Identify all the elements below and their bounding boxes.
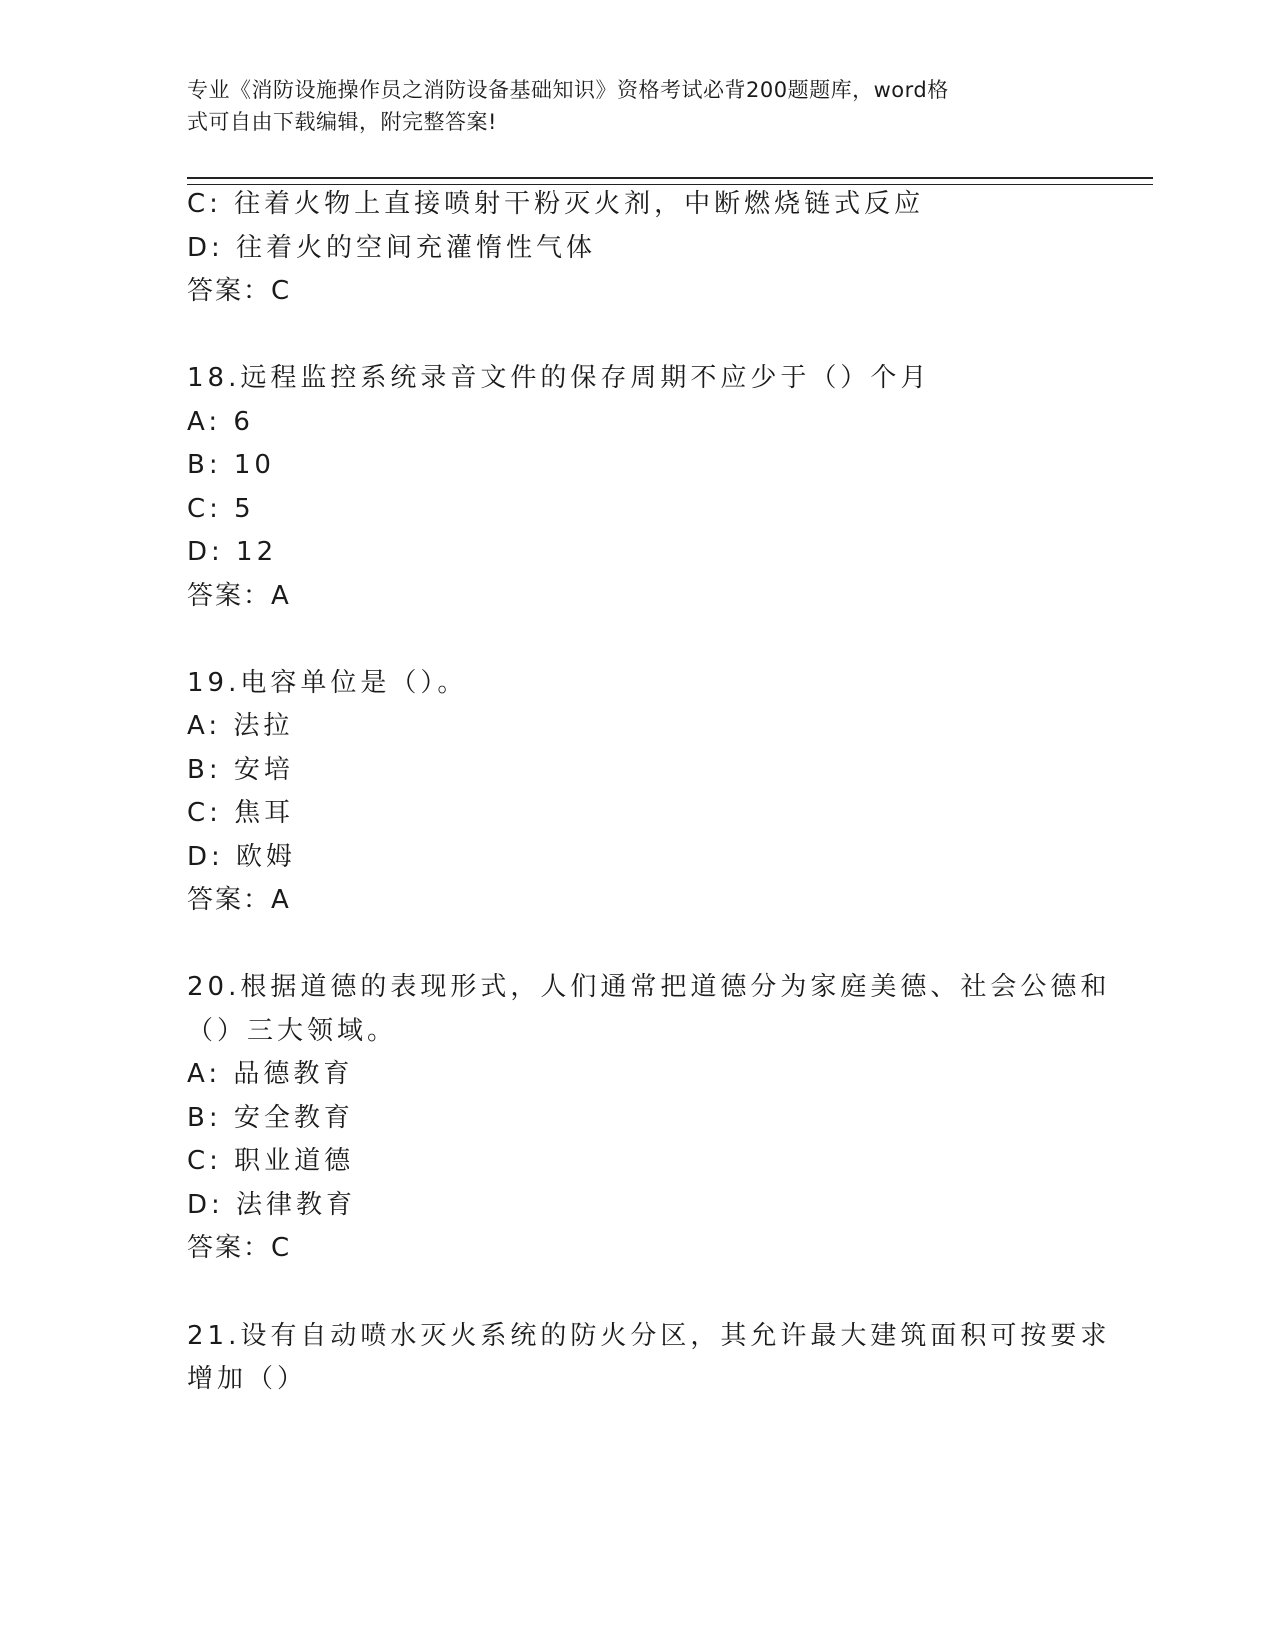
- q17-option-c: C: 往着火物上直接喷射干粉灭火剂，中断燃烧链式反应: [187, 189, 925, 219]
- q21-stem-line-1: 21.设有自动喷水灭火系统的防火分区，其允许最大建筑面积可按要求: [187, 1321, 1111, 1351]
- q20-answer: 答案：C: [187, 1233, 292, 1263]
- q18-option-d: D: 12: [187, 537, 278, 567]
- q20-option-c: C: 职业道德: [187, 1146, 355, 1176]
- q18-option-b: B: 10: [187, 450, 275, 480]
- q19-option-c: C: 焦耳: [187, 798, 295, 828]
- q20-option-b: B: 安全教育: [187, 1103, 354, 1133]
- q19-answer: 答案：A: [187, 885, 291, 915]
- q20-stem-line-2: （）三大领域。: [187, 1016, 398, 1046]
- header-divider-thin: [187, 184, 1153, 185]
- header-title-line-1: 专业《消防设施操作员之消防设备基础知识》资格考试必背200题题库，word格: [187, 78, 949, 102]
- q18-stem: 18.远程监控系统录音文件的保存周期不应少于（）个月: [187, 363, 931, 393]
- q19-option-d: D: 欧姆: [187, 842, 297, 872]
- q20-option-a: A: 品德教育: [187, 1059, 354, 1089]
- document-header: [187, 74, 1067, 138]
- q17-answer: 答案：C: [187, 276, 292, 306]
- q18-answer: 答案：A: [187, 581, 291, 611]
- q18-option-c: C: 5: [187, 494, 255, 524]
- q17-option-d: D: 往着火的空间充灌惰性气体: [187, 233, 597, 263]
- header-title-line-2: 式可自由下载编辑，附完整答案!: [187, 110, 497, 134]
- q21-stem-line-2: 增加（）: [187, 1364, 308, 1394]
- header-divider-thick: [187, 177, 1153, 179]
- q19-stem: 19.电容单位是（）。: [187, 668, 468, 698]
- q20-option-d: D: 法律教育: [187, 1190, 357, 1220]
- q18-option-a: A: 6: [187, 407, 254, 437]
- q19-option-a: A: 法拉: [187, 711, 294, 741]
- q20-stem-line-1: 20.根据道德的表现形式，人们通常把道德分为家庭美德、社会公德和: [187, 972, 1111, 1002]
- q19-option-b: B: 安培: [187, 755, 294, 785]
